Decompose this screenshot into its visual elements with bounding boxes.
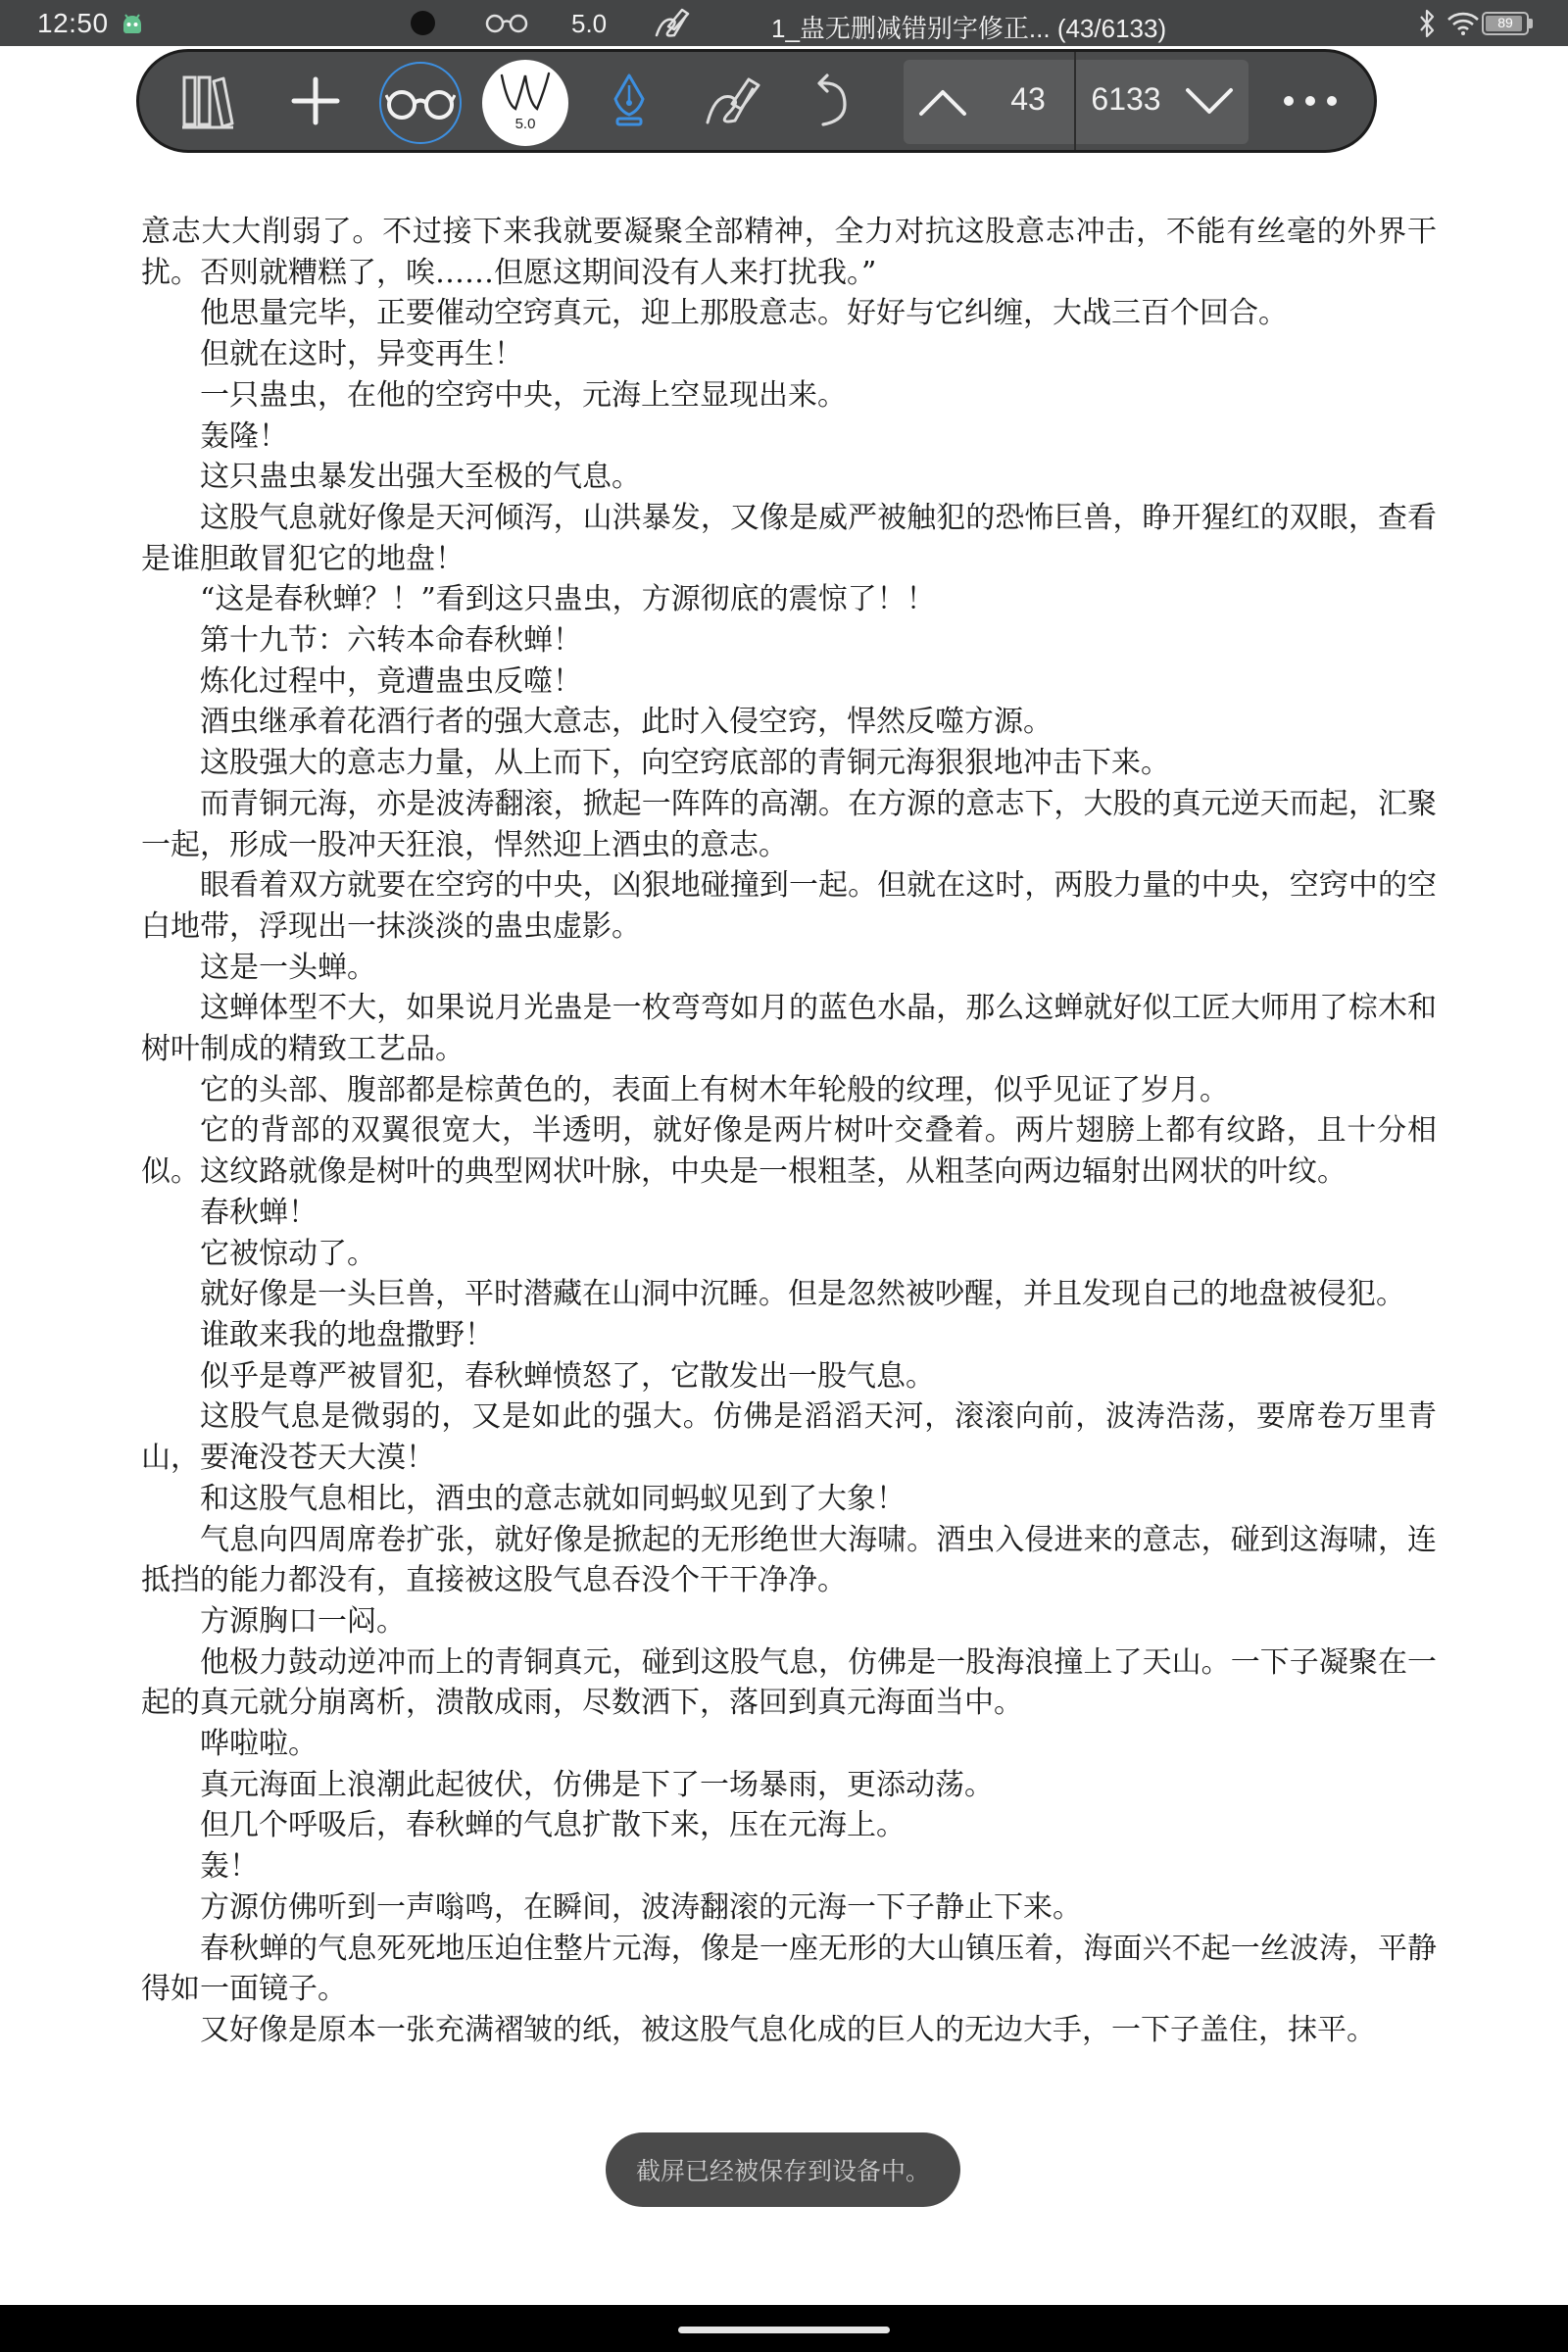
android-robot-icon <box>120 11 145 36</box>
battery-level: 89 <box>1497 15 1513 30</box>
wifi-icon <box>1446 10 1480 37</box>
current-page-number[interactable]: 43 <box>1010 81 1046 117</box>
more-icon <box>1281 93 1340 109</box>
library-button[interactable] <box>178 72 237 130</box>
paragraph: 它被惊动了。 <box>200 1236 376 1271</box>
paragraph: 气息向四周席卷扩张，就好像是掀起的无形绝世大海啸。酒虫入侵进来的意志，碰到这海啸，连抵挡的能力都没有，直接被这股气息吞没个干干净净。 <box>141 1522 1437 1598</box>
glasses-icon <box>385 83 456 122</box>
paragraph: 而青铜元海，亦是波涛翻滚，掀起一阵阵的高潮。在方源的意志下，大股的真元逆天而起，汇聚一起，形成一股冲天狂浪，悍然迎上酒虫的意志。 <box>141 786 1437 862</box>
paragraph: 真元海面上浪潮此起彼伏，仿佛是下了一场暴雨，更添动荡。 <box>200 1767 994 1802</box>
paragraph: 眼看着双方就要在空窍的中央，凶狠地碰撞到一起。但就在这时，两股力量的中央，空窍中的空白地带，浮现出一抹淡淡的蛊虫虚影。 <box>141 868 1437 944</box>
home-indicator[interactable] <box>678 2327 890 2333</box>
status-time: 12:50 <box>37 8 109 38</box>
paragraph: 但就在这时，异变再生！ <box>200 337 523 372</box>
undo-icon <box>806 74 857 128</box>
paragraph: 这只蛊虫暴发出强大至极的气息。 <box>200 460 641 495</box>
library-icon <box>180 72 235 130</box>
document-title: 1_蛊无删减错别字修正... (43/6133) <box>771 14 1167 43</box>
paragraph: 方源胸口一闷。 <box>200 1603 406 1639</box>
chevron-up-icon <box>917 86 968 118</box>
paragraph: 它的背部的双翼很宽大，半透明，就好像是两片树叶交叠着。两片翅膀上都有纹路，且十分相似。这纹路就像是树叶的典型网状叶脉，中央是一根粗茎，从粗茎向两边辐射出网状的叶纹。 <box>141 1113 1437 1190</box>
glasses-icon <box>484 14 529 33</box>
paragraph: 谁敢来我的地盘撒野！ <box>200 1317 494 1352</box>
paragraph: 就好像是一头巨兽，平时潜藏在山洞中沉睡。但是忽然被吵醒，并且发现自己的地盘被侵犯。 <box>200 1277 1405 1312</box>
paragraph: 他思量完毕，正要催动空窍真元，迎上那股意志。好好与它纠缠，大战三百个回合。 <box>200 296 1288 331</box>
status-pen-width: 5.0 <box>571 9 608 38</box>
more-options-button[interactable] <box>1276 72 1345 130</box>
pen-signature-icon <box>653 6 692 41</box>
bluetooth-icon <box>1417 9 1437 38</box>
signature-button[interactable] <box>702 72 766 130</box>
paragraph: 轰隆！ <box>200 418 288 454</box>
chevron-down-icon <box>1184 86 1235 118</box>
paragraph: 和这股气息相比，酒虫的意志就如同蚂蚁见到了大象！ <box>200 1481 906 1516</box>
fountain-pen-icon <box>608 72 651 130</box>
paragraph: 春秋蝉！ <box>200 1195 318 1230</box>
paragraph: 这股强大的意志力量，从上而下，向空窍底部的青铜元海狠狠地冲击下来。 <box>200 746 1170 781</box>
chapter-heading: 第十九节：六转本命春秋蝉！ <box>200 623 582 659</box>
pen-tool-button[interactable] <box>602 72 657 130</box>
total-pages: 6133 <box>1091 81 1161 117</box>
paragraph: 轰！ <box>200 1849 259 1885</box>
status-bar <box>0 0 1568 46</box>
paragraph: 春秋蝉的气息死死地压迫住整片元海，像是一座无形的大山镇压着，海面兴不起一丝波涛，平静得如一面镜子。 <box>141 1931 1437 2007</box>
screenshot-saved-toast: 截屏已经被保存到设备中。 <box>606 2132 960 2207</box>
paragraph: 哗啦啦。 <box>200 1727 318 1762</box>
signature-icon <box>702 72 766 130</box>
previous-page-button[interactable] <box>904 60 982 144</box>
battery-icon <box>1482 12 1529 35</box>
page-navigator <box>904 60 1249 144</box>
paragraph: 这股气息就好像是天河倾泻，山洪暴发，又像是威严被触犯的恐怖巨兽，睁开猩红的双眼，查看是谁胆敢冒犯它的地盘！ <box>141 500 1437 576</box>
battery-nub <box>1529 19 1533 28</box>
paragraph: 酒虫继承着花酒行者的强大意志，此时入侵空窍，悍然反噬方源。 <box>200 705 1053 740</box>
paragraph: 似乎是尊严被冒犯，春秋蝉愤怒了，它散发出一股气息。 <box>200 1358 935 1394</box>
paragraph: 这蝉体型不大，如果说月光蛊是一枚弯弯如月的蓝色水晶，那么这蝉就好似工匠大师用了棕木和树叶制成的精致工艺品。 <box>141 991 1437 1067</box>
paragraph: 这是一头蝉。 <box>200 950 376 985</box>
paragraph: 意志大大削弱了。不过接下来我就要凝聚全部精神，全力对抗这股意志冲击，不能有丝毫的外界干扰。否则就糟糕了，唉……但愿这期间没有人来打扰我。” <box>141 215 1437 290</box>
paragraph: 又好像是原本一张充满褶皱的纸，被这股气息化成的巨人的无边大手，一下子盖住，抹平。 <box>200 2012 1376 2047</box>
paragraph: 它的头部、腹部都是棕黄色的，表面上有树木年轮般的纹理，似乎见证了岁月。 <box>200 1072 1229 1107</box>
paragraph: 一只蛊虫，在他的空窍中央，元海上空显现出来。 <box>200 377 847 413</box>
paragraph: “这是春秋蝉？！”看到这只蛊虫，方源彻底的震惊了！！ <box>200 582 936 617</box>
paragraph: 他极力鼓动逆冲而上的青铜真元，碰到这股气息，仿佛是一股海浪撞上了天山。一下子凝聚在一起的真元就分崩离析，溃散成雨，尽数洒下，落回到真元海面当中。 <box>141 1644 1437 1721</box>
reader-toolbar <box>136 49 1377 153</box>
next-page-button[interactable] <box>1170 60 1249 144</box>
paragraph: 这股气息是微弱的，又是如此的强大。仿佛是滔滔天河，滚滚向前，波涛浩荡，要席卷万里青山，要淹没苍天大漠！ <box>141 1399 1437 1476</box>
paragraph: 方源仿佛听到一声嗡鸣，在瞬间，波涛翻滚的元海一下子静止下来。 <box>200 1889 1082 1925</box>
pen-width-button[interactable] <box>482 60 568 146</box>
reading-mode-button[interactable] <box>379 62 462 144</box>
plus-icon <box>288 74 343 128</box>
system-navigation-bar <box>0 2305 1568 2352</box>
pen-width-label: 5.0 <box>514 116 536 132</box>
book-page-content <box>141 212 1437 2051</box>
paragraph: 炼化过程中，竟遭蛊虫反噬！ <box>200 663 582 699</box>
paragraph: 但几个呼吸后，春秋蝉的气息扩散下来，压在元海上。 <box>200 1808 906 1843</box>
add-button[interactable] <box>286 72 345 130</box>
page-navigator-divider <box>1074 52 1076 150</box>
record-dot-icon <box>411 11 435 35</box>
undo-button[interactable] <box>804 72 858 130</box>
